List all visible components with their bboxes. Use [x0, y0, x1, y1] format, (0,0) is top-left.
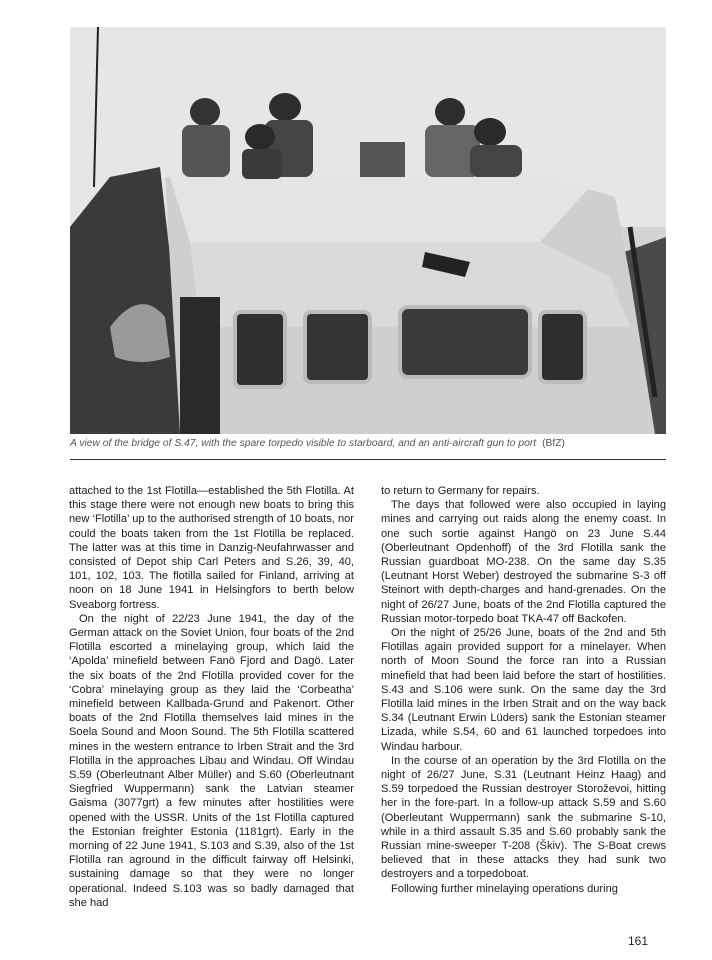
right-text-column — [381, 484, 666, 896]
bridge-photo-illustration — [70, 27, 666, 434]
paragraph: On the night of 25/26 June, boats of the 2nd and 5th Flotillas again provided support for a minelayer. When north of Moon Sound the force ran into a Russian minefield that had been laid before the start of hostilities. S.43 and S.106 were sunk. On the same day the 3rd Flotilla laid mines in the Irben Strait and on the way back S.34 (Leutnant Erwin Lüders) sank the Estonian steamer Lizada, while S.54, 60 and 61 launched torpedoes into Windau harbour. — [381, 627, 666, 753]
bridge-photograph — [70, 27, 666, 434]
photo-credit: (BfZ) — [542, 438, 565, 449]
paragraph: On the night of 22/23 June 1941, the day of the German attack on the Soviet Union, four boats of the 2nd Flotilla escorted a minelaying group, which laid the ‘Apolda’ minefield between Fanö Fjord and Dagö. Later the six boats of the 2nd Flotilla provided cover for the ‘Cobra’ minelaying group as they laid the ‘Corbeatha’ minefield between Kallbada-Grund and Pakenort. Other boats of the 2nd Flotilla themselves laid mines in the Soela Sound and Moon Sound. The 5th Flotilla scattered mines in the western entrance to Irben Strait and the 3rd Flotilla in the approaches Libau and Windau. Off Windau S.59 (Oberleutnant Alber Müller) and S.60 (Oberleutnant Siegfried Wuppermann) sank the Latvian steamer Gaisma (3077grt) a few minutes after hostilities were opened with the USSR. Units of the 1st Flotilla captured the Estonian freighter Estonia (1181grt). Early in the morning of 22 June 1941, S.103 and S.39, also of the 1st Flotilla ran aground in the difficult fairway off Helsinki, sustaining damage so that they were no longer operational. Indeed S.103 was so badly damaged that she had — [69, 612, 354, 909]
photo-caption — [70, 438, 666, 449]
page-number: 161 — [628, 934, 649, 948]
paragraph: The days that followed were also occupied in laying mines and carrying out raids along the enemy coast. In one such sortie against Hangö on 23 June S.44 (Oberleutnant Opdenhoff) of the 3rd Flotilla sank the Russian guardboat MO-238. On the same day S.35 (Leutnant Horst Weber) destroyed the submarine S-3 off Steinort with depth-charges and hand-grenades. On the night of 26/27 June, boats of the 2nd Flotilla captured the Russian motor-torpedo boat TKA-47 off Backofen. — [381, 499, 666, 625]
paragraph: attached to the 1st Flotilla—established the 5th Flotilla. At this stage there were not enough new boats to bring this new ‘Flotilla’ up to the authorised strength of 10 boats, nor could the boats taken from the 1st Flotilla be replaced. The latter was at this time in Danzig-Neufahrwasser and consisted of Depot ship Carl Peters and S.26, 39, 40, 101, 102, 103. The flotilla sailed for Finland, arriving at noon on 18 June 1941 in Helsingfors to berth below Sveaborg fortress. — [69, 485, 354, 611]
paragraph: Following further minelaying operations during — [391, 882, 618, 895]
caption-text: A view of the bridge of S.47, with the spare torpedo visible to starboard, and an anti-aircraft gun to port — [70, 438, 537, 449]
paragraph: In the course of an operation by the 3rd Flotilla on the night of 26/27 June, S.31 (Leutnant Heinz Haag) and S.59 torpedoed the Russian destroyer Storoževoi, hitting her in the fore-part. In a follow-up attack S.59 and S.60 (Oberleutant Wuppermann) sank the submarine S-10, while in a third assault S.35 and S.60 probably sank the Russian mine-sweeper T-208 (Škiv). The S-Boat crews believed that in these attacks they had sunk two destroyers and a torpedoboat. — [381, 754, 666, 881]
caption-divider — [70, 459, 666, 460]
paragraph: to return to Germany for repairs. — [381, 485, 540, 497]
left-text-column — [69, 484, 354, 910]
